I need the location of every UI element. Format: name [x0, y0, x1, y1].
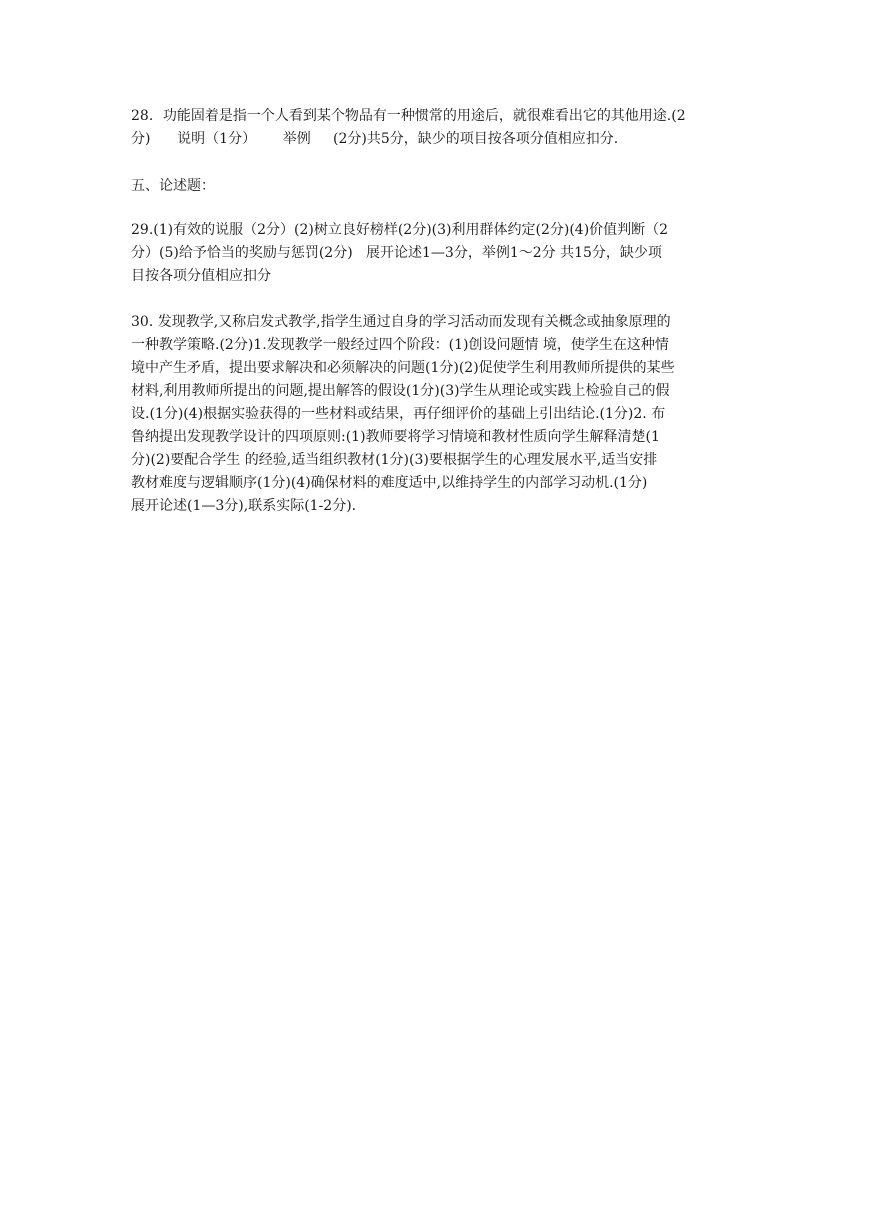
q29-line-3: 目按各项分值相应扣分	[131, 268, 271, 284]
q30-line-9: 展开论述(1—3分),联系实际(1-2分).	[131, 498, 357, 514]
q30-line-1: 30. 发现教学,又称启发式教学,指学生通过自身的学习活动而发现有关概念或抽象原理的	[131, 314, 671, 330]
section-heading-essay: 五、论述题：	[131, 178, 215, 194]
q30-line-5: 设.(1分)(4)根据实验获得的一些材料或结果，再仔细评价的基础上引出结论.(1分)2. 布	[131, 406, 666, 422]
q30-line-4: 材料,利用教师所提出的问题,提出解答的假设(1分)(3)学生从理论或实践上检验自己的假	[131, 383, 670, 399]
q30-line-8: 教材难度与逻辑顺序(1分)(4)确保材料的难度适中,以维持学生的内部学习动机.(1分)	[131, 475, 648, 491]
q28-line-1: 28．功能固着是指一个人看到某个物品有一种惯常的用途后，就很难看出它的其他用途.(2	[131, 108, 686, 124]
q28-line-2: 分) 说明（1分） 举例 (2分)共5分，缺少的项目按各项分值相应扣分.	[131, 131, 619, 147]
q30-line-7: 分)(2)要配合学生 的经验,适当组织教材(1分)(3)要根据学生的心理发展水平,适当安排	[131, 452, 658, 468]
q30-line-3: 境中产生矛盾，提出要求解决和必须解决的问题(1分)(2)促使学生利用教师所提供的某些	[131, 360, 675, 376]
q30-line-6: 鲁纳提出发现教学设计的四项原则:(1)教师要将学习情境和教材性质向学生解释清楚(1	[131, 429, 660, 445]
q29-line-2: 分）(5)给予恰当的奖励与惩罚(2分) 展开论述1—3分，举例1～2分 共15分，缺少项	[131, 245, 662, 261]
q30-line-2: 一种教学策略.(2分)1.发现教学一般经过四个阶段：(1)创设问题情 境，使学生在这种情	[131, 337, 669, 353]
q29-line-1: 29.(1)有效的说服（2分）(2)树立良好榜样(2分)(3)利用群体约定(2分)(4)价值判断（2	[131, 222, 669, 238]
